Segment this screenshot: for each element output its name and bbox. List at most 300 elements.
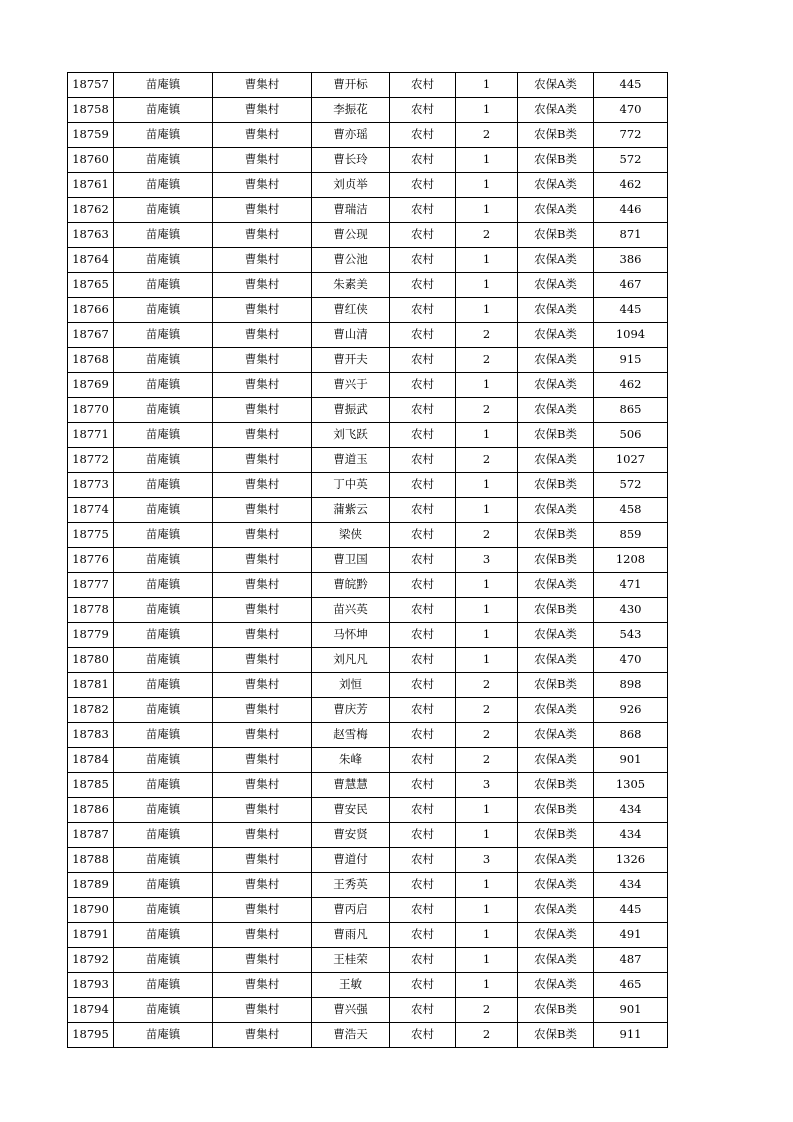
insurance-category-cell: 农保B类 — [518, 123, 594, 148]
household-type-cell: 农村 — [390, 373, 456, 398]
household-type-cell: 农村 — [390, 823, 456, 848]
serial-number-cell: 18789 — [68, 873, 114, 898]
name-cell: 曹丙启 — [312, 898, 390, 923]
amount-cell: 859 — [594, 523, 668, 548]
insurance-category-cell: 农保A类 — [518, 973, 594, 998]
name-cell: 曹安贤 — [312, 823, 390, 848]
people-count-cell: 1 — [456, 198, 518, 223]
insurance-category-cell: 农保A类 — [518, 923, 594, 948]
insurance-category-cell: 农保B类 — [518, 423, 594, 448]
town-cell: 苗庵镇 — [114, 998, 213, 1023]
serial-number-cell: 18765 — [68, 273, 114, 298]
household-type-cell: 农村 — [390, 748, 456, 773]
serial-number-cell: 18777 — [68, 573, 114, 598]
people-count-cell: 1 — [456, 798, 518, 823]
name-cell: 曹公池 — [312, 248, 390, 273]
serial-number-cell: 18785 — [68, 773, 114, 798]
village-cell: 曹集村 — [213, 98, 312, 123]
household-type-cell: 农村 — [390, 348, 456, 373]
table-row — [68, 98, 668, 123]
table-row — [68, 748, 668, 773]
village-cell: 曹集村 — [213, 323, 312, 348]
amount-cell: 898 — [594, 673, 668, 698]
table-row — [68, 248, 668, 273]
table-row — [68, 723, 668, 748]
amount-cell: 446 — [594, 198, 668, 223]
name-cell: 曹振武 — [312, 398, 390, 423]
name-cell: 梁侠 — [312, 523, 390, 548]
village-cell: 曹集村 — [213, 523, 312, 548]
household-type-cell: 农村 — [390, 923, 456, 948]
town-cell: 苗庵镇 — [114, 848, 213, 873]
table-row — [68, 548, 668, 573]
name-cell: 丁中英 — [312, 473, 390, 498]
household-type-cell: 农村 — [390, 948, 456, 973]
household-type-cell: 农村 — [390, 223, 456, 248]
name-cell: 曹兴于 — [312, 373, 390, 398]
name-cell: 曹慧慧 — [312, 773, 390, 798]
town-cell: 苗庵镇 — [114, 973, 213, 998]
name-cell: 刘恒 — [312, 673, 390, 698]
household-type-cell: 农村 — [390, 673, 456, 698]
name-cell: 曹公现 — [312, 223, 390, 248]
amount-cell: 458 — [594, 498, 668, 523]
table-row — [68, 523, 668, 548]
people-count-cell: 1 — [456, 373, 518, 398]
household-type-cell: 农村 — [390, 448, 456, 473]
insurance-category-cell: 农保A类 — [518, 173, 594, 198]
insurance-category-cell: 农保B类 — [518, 598, 594, 623]
serial-number-cell: 18795 — [68, 1023, 114, 1048]
household-type-cell: 农村 — [390, 798, 456, 823]
village-cell: 曹集村 — [213, 673, 312, 698]
people-count-cell: 1 — [456, 473, 518, 498]
household-type-cell: 农村 — [390, 98, 456, 123]
serial-number-cell: 18779 — [68, 623, 114, 648]
serial-number-cell: 18768 — [68, 348, 114, 373]
data-sheet — [67, 72, 668, 1048]
name-cell: 朱峰 — [312, 748, 390, 773]
name-cell: 苗兴英 — [312, 598, 390, 623]
name-cell: 李振花 — [312, 98, 390, 123]
amount-cell: 572 — [594, 148, 668, 173]
table-row — [68, 998, 668, 1023]
name-cell: 曹道玉 — [312, 448, 390, 473]
amount-cell: 386 — [594, 248, 668, 273]
village-cell: 曹集村 — [213, 573, 312, 598]
village-cell: 曹集村 — [213, 548, 312, 573]
household-type-cell: 农村 — [390, 873, 456, 898]
people-count-cell: 1 — [456, 898, 518, 923]
household-type-cell: 农村 — [390, 498, 456, 523]
village-cell: 曹集村 — [213, 773, 312, 798]
amount-cell: 445 — [594, 298, 668, 323]
amount-cell: 487 — [594, 948, 668, 973]
people-count-cell: 2 — [456, 348, 518, 373]
table-row — [68, 373, 668, 398]
village-cell: 曹集村 — [213, 248, 312, 273]
people-count-cell: 1 — [456, 598, 518, 623]
name-cell: 王敏 — [312, 973, 390, 998]
insurance-category-cell: 农保A类 — [518, 698, 594, 723]
serial-number-cell: 18767 — [68, 323, 114, 348]
name-cell: 曹安民 — [312, 798, 390, 823]
town-cell: 苗庵镇 — [114, 798, 213, 823]
serial-number-cell: 18776 — [68, 548, 114, 573]
table-row — [68, 848, 668, 873]
insurance-category-cell: 农保B类 — [518, 523, 594, 548]
town-cell: 苗庵镇 — [114, 898, 213, 923]
people-count-cell: 1 — [456, 423, 518, 448]
serial-number-cell: 18769 — [68, 373, 114, 398]
town-cell: 苗庵镇 — [114, 248, 213, 273]
household-type-cell: 农村 — [390, 998, 456, 1023]
table-row — [68, 323, 668, 348]
village-cell: 曹集村 — [213, 148, 312, 173]
name-cell: 刘飞跃 — [312, 423, 390, 448]
village-cell: 曹集村 — [213, 73, 312, 98]
amount-cell: 434 — [594, 873, 668, 898]
town-cell: 苗庵镇 — [114, 373, 213, 398]
town-cell: 苗庵镇 — [114, 873, 213, 898]
town-cell: 苗庵镇 — [114, 523, 213, 548]
town-cell: 苗庵镇 — [114, 623, 213, 648]
people-count-cell: 1 — [456, 948, 518, 973]
village-cell: 曹集村 — [213, 873, 312, 898]
village-cell: 曹集村 — [213, 848, 312, 873]
town-cell: 苗庵镇 — [114, 198, 213, 223]
household-type-cell: 农村 — [390, 173, 456, 198]
serial-number-cell: 18784 — [68, 748, 114, 773]
serial-number-cell: 18786 — [68, 798, 114, 823]
village-cell: 曹集村 — [213, 973, 312, 998]
people-count-cell: 2 — [456, 748, 518, 773]
town-cell: 苗庵镇 — [114, 273, 213, 298]
insurance-category-cell: 农保B类 — [518, 1023, 594, 1048]
table-row — [68, 923, 668, 948]
town-cell: 苗庵镇 — [114, 598, 213, 623]
insurance-category-cell: 农保A类 — [518, 398, 594, 423]
name-cell: 曹亦瑶 — [312, 123, 390, 148]
insurance-category-cell: 农保A类 — [518, 498, 594, 523]
insurance-category-cell: 农保A类 — [518, 848, 594, 873]
serial-number-cell: 18760 — [68, 148, 114, 173]
serial-number-cell: 18758 — [68, 98, 114, 123]
table-row — [68, 148, 668, 173]
people-count-cell: 1 — [456, 148, 518, 173]
amount-cell: 445 — [594, 898, 668, 923]
household-type-cell: 农村 — [390, 473, 456, 498]
insurance-category-cell: 农保A类 — [518, 648, 594, 673]
town-cell: 苗庵镇 — [114, 173, 213, 198]
table-row — [68, 423, 668, 448]
serial-number-cell: 18780 — [68, 648, 114, 673]
insurance-category-cell: 农保B类 — [518, 773, 594, 798]
table-row — [68, 623, 668, 648]
town-cell: 苗庵镇 — [114, 123, 213, 148]
people-count-cell: 1 — [456, 873, 518, 898]
amount-cell: 491 — [594, 923, 668, 948]
table-row — [68, 223, 668, 248]
village-cell: 曹集村 — [213, 423, 312, 448]
town-cell: 苗庵镇 — [114, 98, 213, 123]
town-cell: 苗庵镇 — [114, 323, 213, 348]
people-count-cell: 1 — [456, 973, 518, 998]
household-type-cell: 农村 — [390, 598, 456, 623]
name-cell: 曹浩天 — [312, 1023, 390, 1048]
serial-number-cell: 18783 — [68, 723, 114, 748]
village-cell: 曹集村 — [213, 598, 312, 623]
town-cell: 苗庵镇 — [114, 673, 213, 698]
people-count-cell: 1 — [456, 498, 518, 523]
town-cell: 苗庵镇 — [114, 923, 213, 948]
village-cell: 曹集村 — [213, 273, 312, 298]
household-type-cell: 农村 — [390, 73, 456, 98]
insurance-category-cell: 农保B类 — [518, 998, 594, 1023]
town-cell: 苗庵镇 — [114, 573, 213, 598]
table-row — [68, 873, 668, 898]
table-row — [68, 198, 668, 223]
insurance-category-cell: 农保A类 — [518, 98, 594, 123]
table-row — [68, 798, 668, 823]
village-cell: 曹集村 — [213, 948, 312, 973]
village-cell: 曹集村 — [213, 473, 312, 498]
people-count-cell: 1 — [456, 73, 518, 98]
table-row — [68, 673, 668, 698]
name-cell: 曹开夫 — [312, 348, 390, 373]
table-row — [68, 398, 668, 423]
household-type-cell: 农村 — [390, 698, 456, 723]
village-cell: 曹集村 — [213, 1023, 312, 1048]
amount-cell: 445 — [594, 73, 668, 98]
people-count-cell: 1 — [456, 573, 518, 598]
name-cell: 王桂荣 — [312, 948, 390, 973]
table-row — [68, 823, 668, 848]
amount-cell: 871 — [594, 223, 668, 248]
people-count-cell: 1 — [456, 923, 518, 948]
household-type-cell: 农村 — [390, 773, 456, 798]
data-table — [67, 72, 668, 1048]
amount-cell: 462 — [594, 173, 668, 198]
people-count-cell: 3 — [456, 848, 518, 873]
amount-cell: 543 — [594, 623, 668, 648]
people-count-cell: 2 — [456, 1023, 518, 1048]
household-type-cell: 农村 — [390, 198, 456, 223]
insurance-category-cell: 农保A类 — [518, 573, 594, 598]
insurance-category-cell: 农保A类 — [518, 198, 594, 223]
serial-number-cell: 18772 — [68, 448, 114, 473]
household-type-cell: 农村 — [390, 623, 456, 648]
amount-cell: 470 — [594, 98, 668, 123]
name-cell: 曹卫国 — [312, 548, 390, 573]
serial-number-cell: 18774 — [68, 498, 114, 523]
people-count-cell: 2 — [456, 698, 518, 723]
town-cell: 苗庵镇 — [114, 298, 213, 323]
name-cell: 曹长玲 — [312, 148, 390, 173]
village-cell: 曹集村 — [213, 498, 312, 523]
table-row — [68, 948, 668, 973]
insurance-category-cell: 农保A类 — [518, 873, 594, 898]
town-cell: 苗庵镇 — [114, 448, 213, 473]
people-count-cell: 1 — [456, 248, 518, 273]
village-cell: 曹集村 — [213, 223, 312, 248]
town-cell: 苗庵镇 — [114, 548, 213, 573]
amount-cell: 462 — [594, 373, 668, 398]
village-cell: 曹集村 — [213, 998, 312, 1023]
table-row — [68, 348, 668, 373]
people-count-cell: 2 — [456, 398, 518, 423]
village-cell: 曹集村 — [213, 723, 312, 748]
serial-number-cell: 18757 — [68, 73, 114, 98]
village-cell: 曹集村 — [213, 298, 312, 323]
serial-number-cell: 18764 — [68, 248, 114, 273]
village-cell: 曹集村 — [213, 448, 312, 473]
village-cell: 曹集村 — [213, 348, 312, 373]
amount-cell: 1094 — [594, 323, 668, 348]
name-cell: 刘贞举 — [312, 173, 390, 198]
insurance-category-cell: 农保B类 — [518, 823, 594, 848]
serial-number-cell: 18773 — [68, 473, 114, 498]
insurance-category-cell: 农保A类 — [518, 273, 594, 298]
amount-cell: 865 — [594, 398, 668, 423]
amount-cell: 506 — [594, 423, 668, 448]
household-type-cell: 农村 — [390, 123, 456, 148]
name-cell: 曹兴强 — [312, 998, 390, 1023]
insurance-category-cell: 农保B类 — [518, 548, 594, 573]
people-count-cell: 1 — [456, 98, 518, 123]
amount-cell: 467 — [594, 273, 668, 298]
people-count-cell: 2 — [456, 523, 518, 548]
table-row — [68, 73, 668, 98]
household-type-cell: 农村 — [390, 323, 456, 348]
village-cell: 曹集村 — [213, 798, 312, 823]
people-count-cell: 1 — [456, 623, 518, 648]
amount-cell: 901 — [594, 748, 668, 773]
town-cell: 苗庵镇 — [114, 823, 213, 848]
name-cell: 赵雪梅 — [312, 723, 390, 748]
name-cell: 曹庆芳 — [312, 698, 390, 723]
table-row — [68, 573, 668, 598]
insurance-category-cell: 农保A类 — [518, 323, 594, 348]
village-cell: 曹集村 — [213, 648, 312, 673]
town-cell: 苗庵镇 — [114, 948, 213, 973]
village-cell: 曹集村 — [213, 373, 312, 398]
serial-number-cell: 18794 — [68, 998, 114, 1023]
name-cell: 曹红侠 — [312, 298, 390, 323]
town-cell: 苗庵镇 — [114, 498, 213, 523]
insurance-category-cell: 农保A类 — [518, 348, 594, 373]
household-type-cell: 农村 — [390, 573, 456, 598]
insurance-category-cell: 农保A类 — [518, 948, 594, 973]
household-type-cell: 农村 — [390, 298, 456, 323]
people-count-cell: 1 — [456, 273, 518, 298]
village-cell: 曹集村 — [213, 398, 312, 423]
insurance-category-cell: 农保A类 — [518, 73, 594, 98]
village-cell: 曹集村 — [213, 623, 312, 648]
table-row — [68, 273, 668, 298]
serial-number-cell: 18781 — [68, 673, 114, 698]
serial-number-cell: 18790 — [68, 898, 114, 923]
name-cell: 朱素美 — [312, 273, 390, 298]
serial-number-cell: 18761 — [68, 173, 114, 198]
amount-cell: 434 — [594, 823, 668, 848]
insurance-category-cell: 农保A类 — [518, 623, 594, 648]
table-row — [68, 498, 668, 523]
town-cell: 苗庵镇 — [114, 473, 213, 498]
town-cell: 苗庵镇 — [114, 348, 213, 373]
amount-cell: 1208 — [594, 548, 668, 573]
town-cell: 苗庵镇 — [114, 223, 213, 248]
insurance-category-cell: 农保B类 — [518, 673, 594, 698]
town-cell: 苗庵镇 — [114, 723, 213, 748]
name-cell: 曹山清 — [312, 323, 390, 348]
table-row — [68, 773, 668, 798]
household-type-cell: 农村 — [390, 423, 456, 448]
amount-cell: 926 — [594, 698, 668, 723]
people-count-cell: 2 — [456, 998, 518, 1023]
people-count-cell: 2 — [456, 723, 518, 748]
table-row — [68, 173, 668, 198]
insurance-category-cell: 农保A类 — [518, 373, 594, 398]
amount-cell: 1305 — [594, 773, 668, 798]
table-row — [68, 473, 668, 498]
amount-cell: 471 — [594, 573, 668, 598]
insurance-category-cell: 农保B类 — [518, 223, 594, 248]
insurance-category-cell: 农保B类 — [518, 473, 594, 498]
insurance-category-cell: 农保B类 — [518, 148, 594, 173]
amount-cell: 772 — [594, 123, 668, 148]
amount-cell: 901 — [594, 998, 668, 1023]
table-row — [68, 1023, 668, 1048]
table-body — [68, 73, 668, 1048]
table-row — [68, 698, 668, 723]
people-count-cell: 2 — [456, 223, 518, 248]
household-type-cell: 农村 — [390, 973, 456, 998]
amount-cell: 1326 — [594, 848, 668, 873]
household-type-cell: 农村 — [390, 398, 456, 423]
town-cell: 苗庵镇 — [114, 1023, 213, 1048]
amount-cell: 572 — [594, 473, 668, 498]
serial-number-cell: 18759 — [68, 123, 114, 148]
amount-cell: 465 — [594, 973, 668, 998]
town-cell: 苗庵镇 — [114, 398, 213, 423]
serial-number-cell: 18778 — [68, 598, 114, 623]
name-cell: 曹皖黔 — [312, 573, 390, 598]
name-cell: 刘凡凡 — [312, 648, 390, 673]
town-cell: 苗庵镇 — [114, 773, 213, 798]
people-count-cell: 2 — [456, 123, 518, 148]
people-count-cell: 2 — [456, 448, 518, 473]
amount-cell: 434 — [594, 798, 668, 823]
table-row — [68, 598, 668, 623]
table-row — [68, 648, 668, 673]
name-cell: 马怀坤 — [312, 623, 390, 648]
table-row — [68, 898, 668, 923]
serial-number-cell: 18766 — [68, 298, 114, 323]
serial-number-cell: 18782 — [68, 698, 114, 723]
insurance-category-cell: 农保A类 — [518, 748, 594, 773]
village-cell: 曹集村 — [213, 123, 312, 148]
amount-cell: 911 — [594, 1023, 668, 1048]
village-cell: 曹集村 — [213, 748, 312, 773]
village-cell: 曹集村 — [213, 698, 312, 723]
amount-cell: 1027 — [594, 448, 668, 473]
village-cell: 曹集村 — [213, 923, 312, 948]
village-cell: 曹集村 — [213, 198, 312, 223]
people-count-cell: 1 — [456, 648, 518, 673]
serial-number-cell: 18771 — [68, 423, 114, 448]
household-type-cell: 农村 — [390, 548, 456, 573]
